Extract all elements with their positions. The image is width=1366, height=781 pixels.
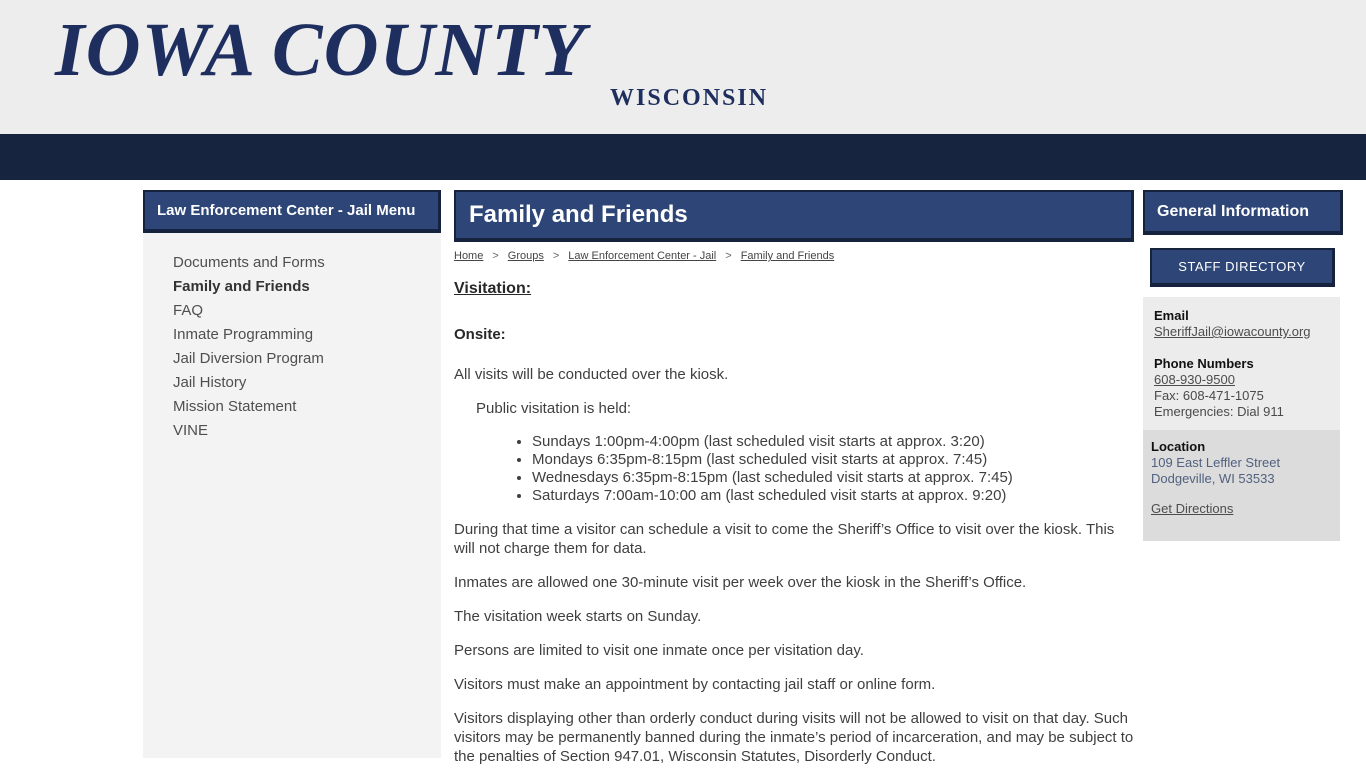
sidebar-item-jail-history[interactable]: Jail History [173, 374, 247, 391]
body-paragraph: Persons are limited to visit one inmate once per visitation day. [454, 642, 864, 659]
phone-numbers-label: Phone Numbers [1154, 356, 1254, 371]
email-link[interactable]: SheriffJail@iowacounty.org [1154, 324, 1311, 339]
schedule-item: • Wednesdays 6:35pm-8:15pm (last scheduled visit starts at approx. 7:45) [532, 469, 1134, 487]
site-header [0, 0, 1366, 134]
intro-paragraph: All visits will be conducted over the kiosk. [454, 366, 729, 383]
visitation-heading: Visitation: [454, 280, 532, 297]
content-row [0, 180, 1366, 781]
onsite-heading: Onsite: [454, 326, 506, 343]
breadcrumb-link[interactable]: Home [454, 250, 484, 262]
schedule-item: • Sundays 1:00pm-4:00pm (last scheduled visit starts at approx. 3:20) [532, 433, 1134, 451]
county-logo-subtitle: WISCONSIN [610, 85, 769, 111]
breadcrumb-separator: > [552, 250, 560, 262]
body-paragraphs [454, 520, 1134, 766]
get-directions-link[interactable]: Get Directions [1151, 501, 1234, 516]
jail-menu-title: Law Enforcement Center - Jail Menu [143, 190, 441, 233]
breadcrumb-separator: > [725, 250, 732, 262]
breadcrumb-link[interactable]: Groups [507, 250, 544, 262]
body-paragraph: Inmates are allowed one 30-minute visit per week over the kiosk in the Sheriff’s Office. [454, 574, 1027, 591]
sidebar-item-documents-and-forms[interactable]: Documents and Forms [173, 254, 325, 271]
body-paragraph: During that time a visitor can schedule a visit to come the Sheriff’s Office to visit over the kiosk. This will not charge them for data. [454, 521, 1115, 557]
top-navigation-bar [0, 134, 1366, 180]
location-label: Location [1151, 439, 1206, 454]
body-paragraph: The visitation week starts on Sunday. [454, 608, 702, 625]
phone-link[interactable]: 608-930-9500 [1154, 372, 1235, 387]
contact-info-panel [1143, 297, 1340, 430]
emergency-number: Emergencies: Dial 911 [1154, 404, 1284, 419]
general-information-title: General Information [1143, 190, 1343, 235]
breadcrumb-link[interactable]: Law Enforcement Center - Jail [568, 250, 717, 262]
sidebar-item-vine[interactable]: VINE [173, 422, 209, 439]
address-street: 109 East Leffler Street [1151, 455, 1281, 470]
location-panel [1143, 430, 1340, 541]
fax-number: Fax: 608-471-1075 [1154, 388, 1264, 403]
schedule-item: • Saturdays 7:00am-10:00 am (last scheduled visit starts at approx. 9:20) [532, 487, 1134, 505]
visitation-schedule-list [454, 433, 1134, 505]
sidebar-menu [143, 251, 441, 443]
address-city: Dodgeville, WI 53533 [1151, 471, 1275, 486]
sidebar-item-inmate-programming[interactable]: Inmate Programming [173, 326, 314, 343]
breadcrumb [454, 250, 1134, 262]
main-content [454, 190, 1134, 781]
sidebar-item-jail-diversion-program[interactable]: Jail Diversion Program [173, 350, 324, 367]
county-logo[interactable]: IOWA COUNTY [55, 8, 587, 92]
staff-directory-button[interactable]: STAFF DIRECTORY [1150, 248, 1335, 287]
schedule-intro: Public visitation is held: [476, 400, 632, 417]
breadcrumb-separator: > [492, 250, 499, 262]
body-paragraph: Visitors must make an appointment by contacting jail staff or online form. [454, 676, 936, 693]
body-paragraph: Visitors displaying other than orderly conduct during visits will not be allowed to visit on that day. Such visitors may be permanently banned during the inmate’s period of incarceration, and may be subject to the penalties of Section 947.01, Wisconsin Statutes, Disorderly Conduct. [454, 710, 1134, 765]
sidebar-item-mission-statement[interactable]: Mission Statement [173, 398, 297, 415]
schedule-item: • Mondays 6:35pm-8:15pm (last scheduled visit starts at approx. 7:45) [532, 451, 1134, 469]
email-label: Email [1154, 308, 1189, 323]
page-title: Family and Friends [454, 190, 1134, 242]
general-information-sidebar [1143, 190, 1343, 541]
jail-menu-sidebar [143, 190, 441, 758]
breadcrumb-link[interactable]: Family and Friends [740, 250, 835, 262]
sidebar-item-faq[interactable]: FAQ [173, 302, 204, 319]
sidebar-item-family-and-friends[interactable]: Family and Friends [173, 278, 310, 295]
